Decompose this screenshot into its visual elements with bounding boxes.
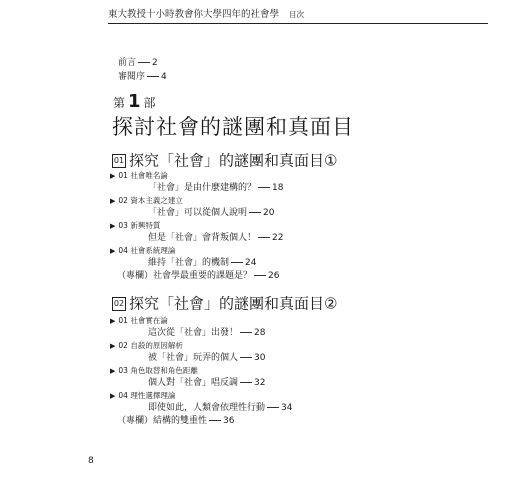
entry-page: 22 bbox=[272, 233, 284, 243]
book-title: 東大教授十小時教會你大學四年的社會學 bbox=[108, 9, 280, 20]
section-heading-text: 03 角色取替和角色距離 bbox=[118, 366, 198, 375]
triangle-bullet-icon: ▶ bbox=[110, 317, 116, 325]
entry-page: 20 bbox=[263, 208, 275, 218]
entry-title: 這次從「社會」出發！ bbox=[148, 328, 239, 338]
leader-line bbox=[254, 275, 266, 276]
entry-page: 26 bbox=[268, 271, 280, 281]
triangle-bullet-icon: ▶ bbox=[110, 367, 116, 375]
entry-title: 即使如此，人類會依理性行動 bbox=[148, 403, 266, 413]
toc-entry[interactable] bbox=[148, 257, 256, 269]
entry-page: 24 bbox=[245, 258, 257, 268]
triangle-bullet-icon: ▶ bbox=[110, 247, 116, 255]
triangle-bullet-icon: ▶ bbox=[110, 342, 116, 350]
section-heading bbox=[110, 316, 168, 326]
entry-title: 被「社會」玩弄的個人 bbox=[148, 353, 239, 363]
entry-page: 36 bbox=[223, 416, 235, 426]
toc-entry-column[interactable] bbox=[117, 415, 234, 427]
entry-title: 維持「社會」的機制 bbox=[148, 258, 230, 268]
triangle-bullet-icon: ▶ bbox=[110, 392, 116, 400]
leader-line bbox=[231, 262, 243, 263]
section-heading-text: 01 社會唯名論 bbox=[118, 171, 168, 180]
section-heading bbox=[110, 246, 175, 256]
toc-entry[interactable] bbox=[148, 182, 283, 194]
triangle-bullet-icon: ▶ bbox=[110, 222, 116, 230]
part-prefix: 第 bbox=[113, 96, 126, 110]
section-heading bbox=[110, 221, 160, 231]
running-header bbox=[108, 8, 488, 24]
section-heading-text: 04 社會系統理論 bbox=[118, 246, 176, 255]
toc-entry-preface[interactable] bbox=[118, 57, 158, 69]
toc-entry-column[interactable] bbox=[117, 270, 279, 282]
section-heading-text: 03 新興特質 bbox=[118, 221, 161, 230]
chapter-01-heading[interactable] bbox=[112, 150, 452, 172]
chapter-number-badge: 01 bbox=[112, 154, 126, 168]
toc-entry[interactable] bbox=[148, 352, 265, 364]
triangle-bullet-icon: ▶ bbox=[110, 197, 116, 205]
leader-line bbox=[258, 187, 270, 188]
entry-label: 前言 bbox=[118, 58, 137, 68]
toc-entry[interactable] bbox=[148, 402, 292, 414]
section-heading bbox=[110, 366, 198, 376]
leader-line bbox=[240, 382, 252, 383]
section-heading bbox=[110, 196, 183, 206]
chapter-number-badge: 02 bbox=[112, 297, 126, 311]
section-heading-text: 02 自殺的原因解析 bbox=[118, 341, 183, 350]
leader-line bbox=[209, 420, 221, 421]
entry-page: 28 bbox=[254, 328, 266, 338]
leader-line bbox=[240, 357, 252, 358]
entry-title: 個人對「社會」唱反調 bbox=[148, 378, 239, 388]
entry-page: 30 bbox=[254, 353, 266, 363]
leader-line bbox=[258, 237, 270, 238]
part-suffix: 部 bbox=[143, 96, 156, 110]
entry-title: （專欄）結構的雙重性 bbox=[117, 416, 208, 426]
section-heading-text: 01 社會實在論 bbox=[118, 316, 168, 325]
leader-line bbox=[267, 407, 279, 408]
entry-page: 2 bbox=[152, 58, 158, 68]
part-number: 1 bbox=[128, 91, 141, 112]
section-heading-text: 04 理性選擇理論 bbox=[118, 391, 176, 400]
leader-line bbox=[249, 212, 261, 213]
leader-line bbox=[138, 62, 150, 63]
page-number: 8 bbox=[88, 456, 94, 466]
toc-entry[interactable] bbox=[148, 377, 265, 389]
entry-title: 但是「社會」會背叛個人！ bbox=[148, 233, 257, 243]
entry-label: 審閱序 bbox=[118, 72, 146, 82]
part-label bbox=[113, 91, 156, 112]
entry-title: 「社會」可以從個人說明 bbox=[148, 208, 248, 218]
toc-entry-review-preface[interactable] bbox=[118, 71, 167, 83]
entry-page: 32 bbox=[254, 378, 266, 388]
entry-page: 18 bbox=[272, 183, 284, 193]
section-heading bbox=[110, 171, 168, 181]
toc-entry[interactable] bbox=[148, 232, 283, 244]
chapter-02-heading[interactable] bbox=[112, 293, 452, 315]
section-heading bbox=[110, 391, 175, 401]
entry-page: 4 bbox=[161, 72, 167, 82]
section-heading-text: 02 資本主義之建立 bbox=[118, 196, 183, 205]
toc-entry[interactable] bbox=[148, 207, 274, 219]
toc-entry[interactable] bbox=[148, 327, 265, 339]
chapter-title: 探究「社會」的謎團和真面目② bbox=[129, 294, 338, 313]
section-heading bbox=[110, 341, 183, 351]
leader-line bbox=[240, 332, 252, 333]
entry-title: （專欄）社會學最重要的課題是？ bbox=[117, 271, 253, 281]
leader-line bbox=[147, 76, 159, 77]
part-title: 探討社會的謎團和真面目 bbox=[112, 115, 354, 139]
entry-title: 「社會」是由什麼建構的？ bbox=[148, 183, 257, 193]
entry-page: 34 bbox=[281, 403, 293, 413]
triangle-bullet-icon: ▶ bbox=[110, 172, 116, 180]
chapter-title: 探究「社會」的謎團和真面目① bbox=[129, 151, 338, 170]
header-section-label: 目次 bbox=[289, 10, 305, 19]
